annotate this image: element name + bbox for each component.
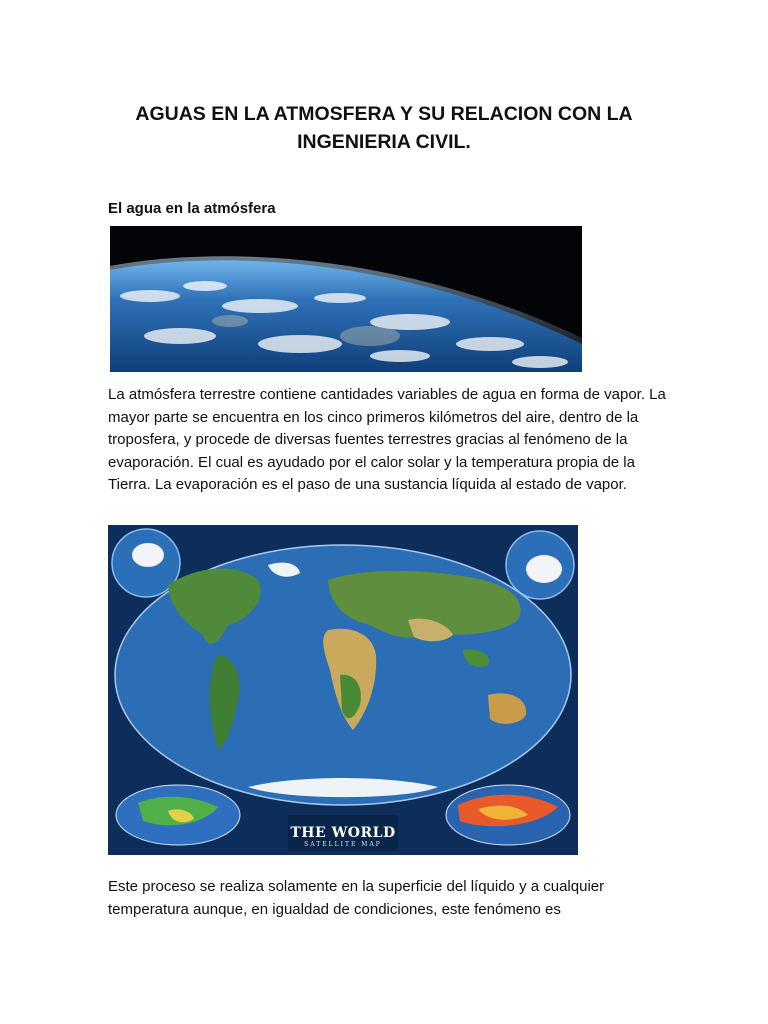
title-line-2: INGENIERIA CIVIL. (297, 131, 471, 153)
earth-horizon-graphic (110, 226, 582, 372)
world-satellite-map-image (108, 525, 578, 855)
earth-from-space-image (110, 226, 582, 372)
title-line-1: AGUAS EN LA ATMOSFERA Y SU RELACION CON LA (135, 103, 633, 125)
map-subtitle: SATELLITE MAP (304, 841, 382, 848)
world-map-graphic (108, 525, 578, 855)
paragraph-2: Este proceso se realiza solamente en la superficie del líquido y a cualquier temperatura aunque, en igualdad de condiciones, este fenómeno es (108, 878, 605, 918)
document-title (108, 100, 660, 156)
section-heading: El agua en la atmósfera (108, 200, 276, 217)
map-title: THE WORLD (290, 825, 396, 841)
paragraph-1: La atmósfera terrestre contiene cantidades variables de agua en forma de vapor. La mayor parte se encuentra en los cinco primeros kilómetros del aire, dentro de la troposfera, y procede de diversas fuentes terrestres gracias al fenómeno de la evaporación. El cual es ayudado por el calor solar y la temperatura propia de la Tierra. La evaporación es el paso de una sustancia líquida al estado de vapor. (108, 386, 666, 494)
